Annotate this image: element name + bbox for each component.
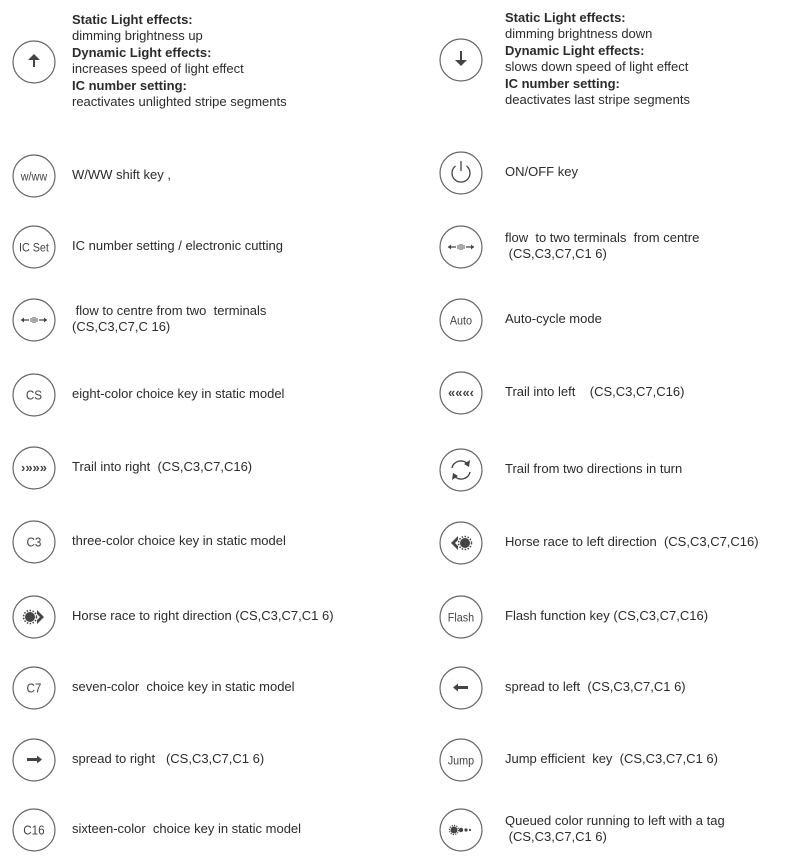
key-description (505, 608, 708, 625)
queued-dots-icon (438, 807, 484, 853)
key-description (72, 459, 252, 476)
section-heading: Dynamic Light effects: (72, 44, 212, 60)
svg-text:Flash: Flash (447, 612, 475, 625)
svg-text:IC Set: IC Set (18, 242, 49, 255)
svg-text:C3: C3 (26, 534, 42, 550)
key-description (72, 533, 286, 550)
key-description (505, 384, 684, 401)
section-heading: Static Light effects: (72, 11, 193, 27)
flow-to-terminals-icon (438, 224, 484, 270)
key-description (72, 679, 295, 696)
key-description (505, 813, 725, 846)
description-line: flow to two terminals from centre (505, 229, 700, 245)
power-icon (438, 150, 484, 196)
key-description (505, 751, 718, 768)
description-line: dimming brightness up (72, 28, 203, 43)
key-description (505, 311, 602, 328)
description-line: Trail into right (CS,C3,C7,C16) (72, 458, 253, 474)
key-description (505, 679, 686, 696)
description-line: Jump efficient key (CS,C3,C7,C1 6) (505, 750, 718, 766)
cycle-icon (438, 447, 484, 493)
description-line: W/WW shift key , (72, 166, 171, 182)
description-line: flow to centre from two terminals (72, 302, 267, 318)
flow-to-centre-icon (11, 297, 57, 343)
description-line: Flash function key (CS,C3,C7,C16) (505, 607, 709, 623)
key-description (72, 821, 301, 838)
svg-text:CS: CS (25, 387, 43, 403)
description-line: seven-color choice key in static model (72, 678, 295, 694)
key-cs-icon (11, 372, 57, 418)
description-line: spread to left (CS,C3,C7,C1 6) (505, 678, 686, 694)
arrow-down-icon (438, 37, 484, 83)
svg-text:C16: C16 (23, 822, 45, 838)
horse-race-left-icon (438, 520, 484, 566)
svg-text:«««‹: «««‹ (447, 385, 475, 400)
description-line: Trail into left (CS,C3,C7,C16) (505, 383, 685, 399)
key-c16-icon (11, 807, 57, 853)
key-c3-icon (11, 519, 57, 565)
section-heading: IC number setting: (505, 75, 620, 91)
key-description (72, 167, 171, 184)
description-line: Queued color running to left with a tag (505, 812, 725, 828)
section-heading: IC number setting: (72, 77, 187, 93)
key-description (72, 238, 283, 255)
key-description (505, 534, 759, 551)
arrow-right-icon (11, 737, 57, 783)
section-heading: Static Light effects: (505, 9, 626, 25)
svg-text:w/ww: w/ww (20, 171, 48, 184)
section-heading: Dynamic Light effects: (505, 42, 645, 58)
key-description (72, 751, 264, 768)
description-line: increases speed of light effect (72, 61, 244, 76)
key-description (505, 10, 690, 109)
description-line: Auto-cycle mode (505, 310, 602, 326)
key-flash-icon (438, 594, 484, 640)
key-ic-set-icon (11, 224, 57, 270)
key-auto-icon (438, 297, 484, 343)
key-description (72, 303, 266, 336)
description-line: Horse race to left direction (CS,C3,C7,C16) (505, 533, 759, 549)
key-description (505, 164, 578, 181)
description-line: eight-color choice key in static model (72, 385, 285, 401)
key-c7-icon (11, 665, 57, 711)
svg-text:Jump: Jump (447, 755, 475, 768)
description-line: three-color choice key in static model (72, 532, 286, 548)
description-line: (CS,C3,C7,C 16) (72, 319, 171, 334)
key-jump-icon (438, 737, 484, 783)
svg-text:Auto: Auto (449, 315, 473, 328)
key-description (505, 230, 699, 263)
svg-text:C7: C7 (26, 680, 42, 696)
arrow-left-icon (438, 665, 484, 711)
description-line: Trail from two directions in turn (505, 460, 683, 476)
horse-race-right-icon (11, 594, 57, 640)
description-line: (CS,C3,C7,C1 6) (505, 829, 607, 844)
arrow-up-icon (11, 39, 57, 85)
description-line: reactivates unlighted stripe segments (72, 94, 287, 109)
description-line: sixteen-color choice key in static model (72, 820, 302, 836)
description-line: ON/OFF key (505, 163, 578, 179)
description-line: deactivates last stripe segments (505, 92, 690, 107)
description-line: Horse race to right direction (CS,C3,C7,C1 6) (72, 607, 334, 623)
key-description (72, 386, 284, 403)
key-description (72, 608, 334, 625)
key-description (505, 461, 682, 478)
key-w-ww-icon (11, 153, 57, 199)
trail-left-icon (438, 370, 484, 416)
description-line: spread to right (CS,C3,C7,C1 6) (72, 750, 265, 766)
key-description (72, 12, 287, 111)
description-line: (CS,C3,C7,C1 6) (505, 246, 607, 261)
description-line: IC number setting / electronic cutting (72, 237, 283, 253)
description-line: dimming brightness down (505, 26, 653, 41)
description-line: slows down speed of light effect (505, 59, 689, 74)
trail-right-icon (11, 445, 57, 491)
svg-text:›»»»: ›»»» (20, 460, 48, 475)
